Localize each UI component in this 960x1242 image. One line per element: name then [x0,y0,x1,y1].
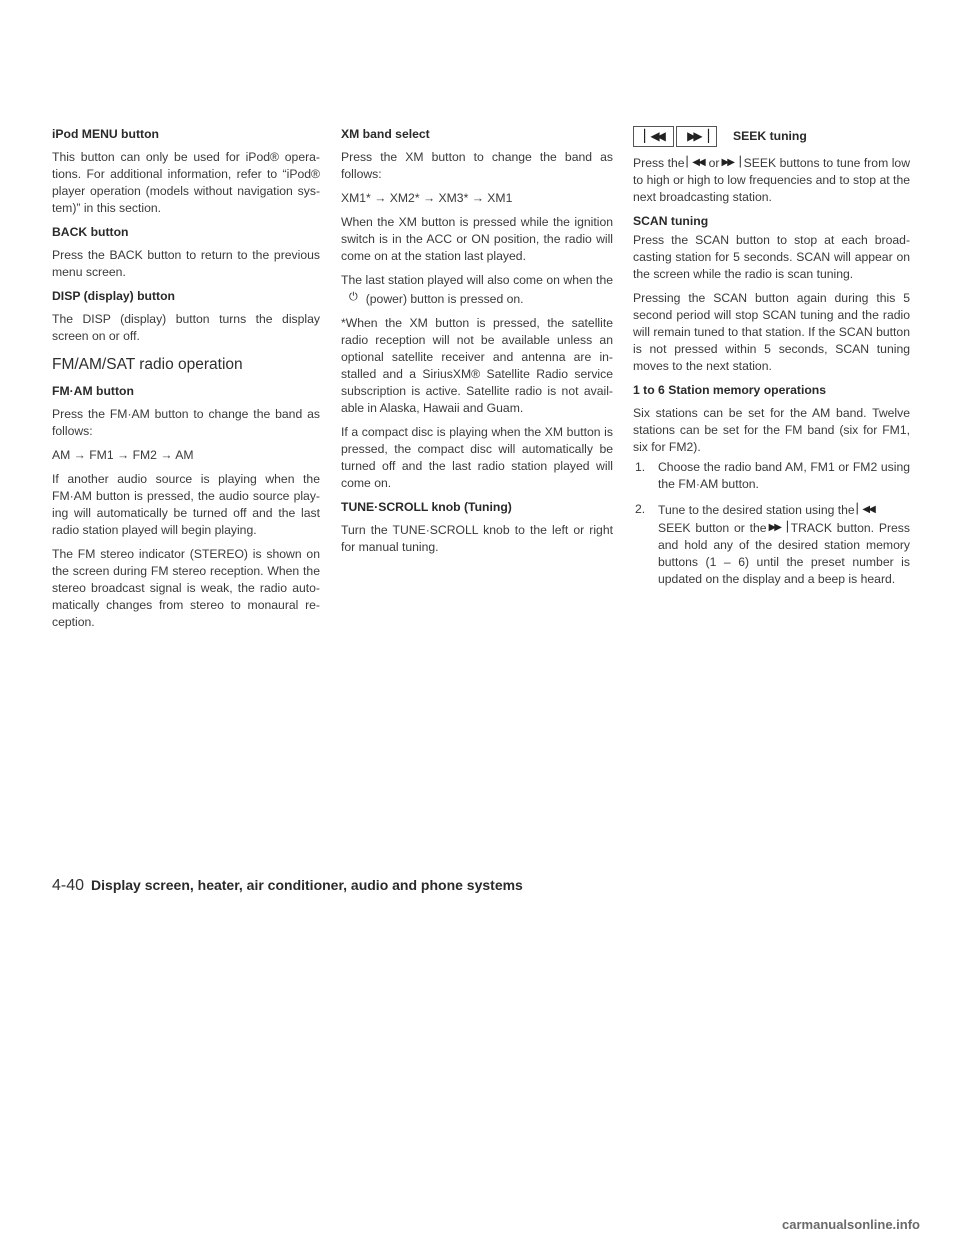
scan-tuning-text: Press the SCAN button to stop at each broad-casting station for 5 seconds. SCAN will appear on the screen while the radio is scan tuning. [633,233,910,281]
xm-band-sequence: XM1* → XM2* → XM3* → XM1 [341,191,513,205]
step-text-c: TRACK button. Press and hold any of the desired station memory buttons (1 – 6) until the preset number is updated on the display and a beep is heard. [658,521,910,586]
compact-disc-text: If a compact disc is playing when the XM button is pressed, the compact disc will automatically be turned off and the last radio station played will come on. [341,425,613,490]
seek-text-or: or [708,156,720,170]
power-icon: ⏻ [349,291,358,303]
seek-tuning-paragraph [633,154,910,206]
watermark[interactable]: carmanualsonline.info [782,1217,920,1232]
xm-band-text: Press the XM button to change the band as follows: [341,150,613,181]
memory-text: Six stations can be set for the AM band. Twelve stations can be set for the FM band (six for FM1, six for FM2). [633,406,910,454]
column-right [633,126,910,596]
section-title: FM/AM/SAT radio operation [52,356,243,373]
back-button-heading: BACK button [52,225,129,239]
chapter-title: Display screen, heater, air conditioner, audio and phone systems [91,877,523,893]
power-suffix-text: (power) button is pressed on. [365,292,524,306]
seek-forward-icon: ▶▶▕ [768,522,786,533]
disp-button-heading: DISP (display) button [52,289,176,303]
scan-tuning-heading: SCAN tuning [633,214,709,228]
fm-am-heading: FM·AM button [52,384,134,398]
seek-text-b: SEEK buttons to tune from low to high or high to low frequencies and to stop at the next broadcasting station. [633,156,910,204]
last-station-text: The last station played will also come on when the [341,273,613,287]
seek-back-icon: ▏◀◀ [633,126,674,147]
seek-back-icon: ▏◀◀ [686,157,704,168]
ipod-menu-heading: iPod MENU button [52,127,159,141]
page-number: 4-40 [52,877,85,894]
seek-heading-row [633,126,910,147]
seek-tuning-heading: SEEK tuning [733,129,807,143]
scan-again-text: Pressing the SCAN button again during this 5 second period will stop SCAN tuning and the radio will remain tuned to that station. If the SCAN button is not pressed within 5 seconds, SCAN tuning moves to the next station. [633,291,910,373]
seek-forward-icon: ▶▶▕ [676,126,717,147]
step-number: 2. [635,502,646,516]
seek-back-icon: ▏◀◀ [856,504,874,515]
fm-am-text: Press the FM·AM button to change the band as follows: [52,407,320,438]
ignition-text: When the XM button is pressed while the ignition switch is in the ACC or ON position, the radio will come on at the station last played. [341,215,613,263]
step-text-a: Tune to the desired station using the [658,503,855,517]
stereo-indicator-text: The FM stereo indicator (STEREO) is shown on the screen during FM stereo reception. When the stereo broadcast signal is weak, the radio auto-matically changes from stereo to monaural re-ception. [52,547,320,629]
page-footer [52,877,523,895]
column-middle [341,126,613,563]
column-left [52,126,320,638]
tune-scroll-text: Turn the TUNE·SCROLL knob to the left or right for manual tuning. [341,523,613,554]
satellite-note: *When the XM button is pressed, the satellite radio reception will not be available unless an optional satellite receiver and antenna are in-stalled and a SiriusXM® Satellite Radio service subscription is active. Satellite radio is not avail-able in Alaska, Hawaii and Guam. [341,316,613,415]
step-text-b: SEEK button or the [658,521,767,535]
xm-band-heading: XM band select [341,127,430,141]
disp-button-text: The DISP (display) button turns the display screen on or off. [52,312,320,343]
tune-scroll-heading: TUNE·SCROLL knob (Tuning) [341,500,512,514]
fm-am-sequence: AM → FM1 → FM2 → AM [52,448,194,462]
last-station-paragraph [341,272,613,308]
list-item [633,501,910,588]
list-item [633,459,910,493]
step-text: Choose the radio band AM, FM1 or FM2 using the FM·AM button. [658,460,910,491]
ipod-menu-text: This button can only be used for iPod® opera-tions. For additional information, refer to “iPod® player operation (models without navigation sys-tem)” in this section. [52,150,320,215]
step-number: 1. [635,460,646,474]
memory-heading: 1 to 6 Station memory operations [633,383,827,397]
seek-text-a: Press the [633,156,685,170]
memory-steps-list [633,459,910,588]
another-source-text: If another audio source is playing when the FM·AM button is pressed, the audio source play-ing will automatically be turned off and the last radio station played will begin playing. [52,472,320,537]
back-button-text: Press the BACK button to return to the previous menu screen. [52,248,320,279]
seek-forward-icon: ▶▶▕ [721,157,739,168]
